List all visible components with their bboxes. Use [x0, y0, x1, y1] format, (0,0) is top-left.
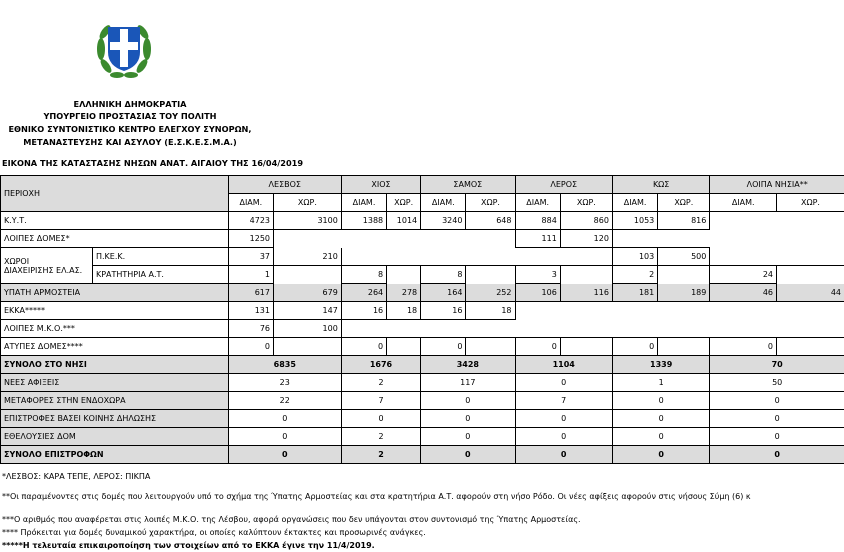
value-cell: 111 [515, 230, 560, 248]
value-cell: 16 [421, 302, 466, 320]
value-cell: 44 [777, 284, 844, 302]
row-label-kyt: Κ.Υ.Τ. [1, 212, 229, 230]
value-cell: 164 [421, 284, 466, 302]
value-cell: 1250 [228, 230, 273, 248]
island-header-samos: ΣΑΜΟΣ [421, 176, 515, 194]
row-label-ypati: ΥΠΑΤΗ ΑΡΜΟΣΤΕΙΑ [1, 284, 229, 302]
value-cell: 18 [466, 302, 515, 320]
greek-emblem-icon [93, 18, 155, 80]
value-cell: 0 [612, 338, 657, 356]
sub-header-xor: ΧΩΡ. [777, 194, 844, 212]
table-row [1, 410, 844, 428]
value-cell: 0 [515, 410, 612, 428]
total-cell: 6835 [228, 356, 341, 374]
value-cell: 0 [228, 410, 341, 428]
value-cell: 106 [515, 284, 560, 302]
total-cell: 70 [710, 356, 844, 374]
value-cell: 2 [341, 428, 420, 446]
value-cell: 24 [710, 266, 777, 284]
region-header: ΠΕΡΙΟΧΗ [1, 176, 229, 212]
value-cell: 76 [228, 320, 273, 338]
row-label-mko: ΛΟΙΠΕΣ Μ.Κ.Ο.*** [1, 320, 229, 338]
sub-header-diam: ΔΙΑΜ. [228, 194, 273, 212]
total-cell: 1339 [612, 356, 709, 374]
header-line-1: ΕΛΛΗΝΙΚΗ ΔΗΜΟΚΡΑΤΙΑ [73, 99, 187, 109]
value-cell: 860 [560, 212, 612, 230]
island-header-other: ΛΟΙΠΑ ΝΗΣΙΑ** [710, 176, 844, 194]
value-cell: 120 [560, 230, 612, 248]
sub-header-diam: ΔΙΑΜ. [341, 194, 386, 212]
value-cell: 8 [341, 266, 386, 284]
value-cell: 18 [387, 302, 421, 320]
sub-header-diam: ΔΙΑΜ. [710, 194, 777, 212]
value-cell: 3 [515, 266, 560, 284]
row-label-nees-afixeis: ΝΕΕΣ ΑΦΙΞΕΙΣ [1, 374, 229, 392]
row-group-label-xoroi: ΧΩΡΟΙ [1, 248, 93, 266]
value-cell: 0 [612, 392, 709, 410]
value-cell: 264 [341, 284, 386, 302]
page-title: ΕΙΚΟΝΑ ΤΗΣ ΚΑΤΑΣΤΑΣΗΣ ΝΗΣΩΝ ΑΝΑΤ. ΑΙΓΑΙΟΥ ΤΗΣ 16/04/2019 [2, 158, 304, 168]
value-cell: 0 [421, 428, 515, 446]
value-cell: 3240 [421, 212, 466, 230]
value-cell: 679 [274, 284, 342, 302]
total-cell: 3428 [421, 356, 515, 374]
island-header-chios: ΧΙΟΣ [341, 176, 420, 194]
header-line-4: ΜΕΤΑΝΑΣΤΕΥΣΗΣ ΚΑΙ ΑΣΥΛΟΥ (Ε.Σ.Κ.Ε.Σ.Μ.Α.) [23, 137, 237, 147]
value-cell: 210 [274, 248, 342, 266]
table-row [1, 248, 844, 266]
header-row-islands [1, 176, 844, 194]
value-cell: 0 [710, 392, 844, 410]
value-cell: 0 [341, 338, 386, 356]
total-cell: 0 [228, 446, 341, 464]
value-cell: 1014 [387, 212, 421, 230]
row-label-pkek: Π.ΚΕ.Κ. [92, 248, 228, 266]
value-cell: 617 [228, 284, 273, 302]
value-cell: 131 [228, 302, 273, 320]
island-header-kos: ΚΩΣ [612, 176, 709, 194]
sub-header-xor: ΧΩΡ. [466, 194, 515, 212]
value-cell: 0 [421, 410, 515, 428]
sub-header-diam: ΔΙΑΜ. [421, 194, 466, 212]
value-cell: 7 [341, 392, 420, 410]
footnote-1: *ΛΕΣΒΟΣ: ΚΑΡΑ ΤΕΠΕ, ΛΕΡΟΣ: ΠΙΚΠΑ [2, 472, 151, 481]
row-label-synolo: ΣΥΝΟΛΟ ΣΤΟ ΝΗΣΙ [1, 356, 229, 374]
value-cell: 3100 [274, 212, 342, 230]
value-cell: 1388 [341, 212, 386, 230]
island-header-lesvos: ΛΕΣΒΟΣ [228, 176, 341, 194]
table-row [1, 428, 844, 446]
value-cell: 37 [228, 248, 273, 266]
value-cell: 0 [515, 338, 560, 356]
total-cell: 1104 [515, 356, 612, 374]
value-cell: 1 [228, 266, 273, 284]
table-row [1, 338, 844, 356]
value-cell: 4723 [228, 212, 273, 230]
table-row [1, 230, 844, 248]
value-cell: 181 [612, 284, 657, 302]
value-cell: 816 [658, 212, 710, 230]
value-cell: 648 [466, 212, 515, 230]
sub-header-xor: ΧΩΡ. [274, 194, 342, 212]
sub-header-xor: ΧΩΡ. [560, 194, 612, 212]
total-cell: 2 [341, 446, 420, 464]
footnote-2: **Οι παραμένοντες στις δομές που λειτουργούν υπό το σχήμα της Ύπατης Αρμοστείας και στα κρατητήρια Α.Τ. αφορούν στη νήσο Ρόδο. Οι νέες αφίξεις αφορούν στις νήσους Σύμη (6) κ [2, 492, 751, 501]
table-row [1, 446, 844, 464]
row-group-label-diaxeirisis: ΔΙΑΧΕΙΡΙΣΗΣ ΕΛ.ΑΣ. [1, 266, 93, 284]
value-cell: 16 [341, 302, 386, 320]
value-cell: 2 [341, 374, 420, 392]
table-row [1, 392, 844, 410]
value-cell: 0 [710, 428, 844, 446]
value-cell: 117 [421, 374, 515, 392]
value-cell: 0 [228, 338, 273, 356]
value-cell: 7 [515, 392, 612, 410]
row-label-epistrofes-dilosi: ΕΠΙΣΤΡΟΦΕΣ ΒΑΣΕΙ ΚΟΙΝΗΣ ΔΗΛΩΣΗΣ [1, 410, 229, 428]
value-cell: 500 [658, 248, 710, 266]
footnote-5: *****Η τελευταία επικαιροποίηση των στοιχείων από το ΕΚΚΑ έγινε την 11/4/2019. [2, 541, 375, 550]
island-header-leros: ΛΕΡΟΣ [515, 176, 612, 194]
value-cell: 0 [710, 338, 777, 356]
value-cell: 50 [710, 374, 844, 392]
footnote-4: **** Πρόκειται για δομές δυναμικού χαρακτήρα, οι οποίες καλύπτουν έκτακτες και προσωρινές ανάγκες. [2, 528, 426, 537]
value-cell: 1053 [612, 212, 657, 230]
value-cell: 8 [421, 266, 466, 284]
row-label-metafores: ΜΕΤΑΦΟΡΕΣ ΣΤΗΝ ΕΝΔΟΧΩΡΑ [1, 392, 229, 410]
total-cell: 0 [710, 446, 844, 464]
sub-header-diam: ΔΙΑΜ. [612, 194, 657, 212]
value-cell: 0 [612, 428, 709, 446]
value-cell: 103 [612, 248, 657, 266]
table-row [1, 212, 844, 230]
footnote-3: ***Ο αριθμός που αναφέρεται στις λοιπές Μ.Κ.Ο. της Λέσβου, αφορά οργανώσεις που δεν υπάγονται στον συντονισμό της Ύπατης Αρμοστείας. [2, 515, 581, 524]
value-cell: 278 [387, 284, 421, 302]
table-row [1, 320, 844, 338]
row-label-ethelousies: ΕΘΕΛΟΥΣΙΕΣ ΔΟΜ [1, 428, 229, 446]
total-cell: 0 [612, 446, 709, 464]
total-cell: 0 [515, 446, 612, 464]
table-row [1, 356, 844, 374]
table-row [1, 266, 844, 284]
value-cell: 0 [421, 338, 466, 356]
total-cell: 1676 [341, 356, 420, 374]
value-cell: 0 [341, 410, 420, 428]
value-cell: 100 [274, 320, 342, 338]
value-cell: 1 [612, 374, 709, 392]
value-cell: 2 [612, 266, 657, 284]
table-row [1, 374, 844, 392]
sub-header-xor: ΧΩΡ. [387, 194, 421, 212]
value-cell: 189 [658, 284, 710, 302]
value-cell: 252 [466, 284, 515, 302]
row-label-kratitiria: ΚΡΑΤΗΤΗΡΙΑ Α.Τ. [92, 266, 228, 284]
value-cell: 22 [228, 392, 341, 410]
status-table [0, 175, 844, 464]
value-cell: 23 [228, 374, 341, 392]
value-cell: 0 [515, 428, 612, 446]
value-cell: 0 [710, 410, 844, 428]
table-row [1, 284, 844, 302]
value-cell: 884 [515, 212, 560, 230]
table-row [1, 302, 844, 320]
value-cell: 46 [710, 284, 777, 302]
header-line-3: ΕΘΝΙΚΟ ΣΥΝΤΟΝΙΣΤΙΚΟ ΚΕΝΤΡΟ ΕΛΕΓΧΟΥ ΣΥΝΟΡΩΝ, [8, 124, 252, 134]
value-cell: 0 [515, 374, 612, 392]
row-label-synolo-epistrofon: ΣΥΝΟΛΟ ΕΠΙΣΤΡΟΦΩΝ [1, 446, 229, 464]
value-cell: 0 [612, 410, 709, 428]
total-cell: 0 [421, 446, 515, 464]
sub-header-diam: ΔΙΑΜ. [515, 194, 560, 212]
value-cell: 116 [560, 284, 612, 302]
header-line-2: ΥΠΟΥΡΓΕΙΟ ΠΡΟΣΤΑΣΙΑΣ ΤΟΥ ΠΟΛΙΤΗ [43, 111, 217, 121]
sub-header-xor: ΧΩΡ. [658, 194, 710, 212]
value-cell: 147 [274, 302, 342, 320]
row-label-loipes-domes: ΛΟΙΠΕΣ ΔΟΜΕΣ* [1, 230, 229, 248]
value-cell: 0 [421, 392, 515, 410]
row-label-ekka: ΕΚΚΑ***** [1, 302, 229, 320]
row-label-atypes: ΑΤΥΠΕΣ ΔΟΜΕΣ**** [1, 338, 229, 356]
value-cell: 0 [228, 428, 341, 446]
